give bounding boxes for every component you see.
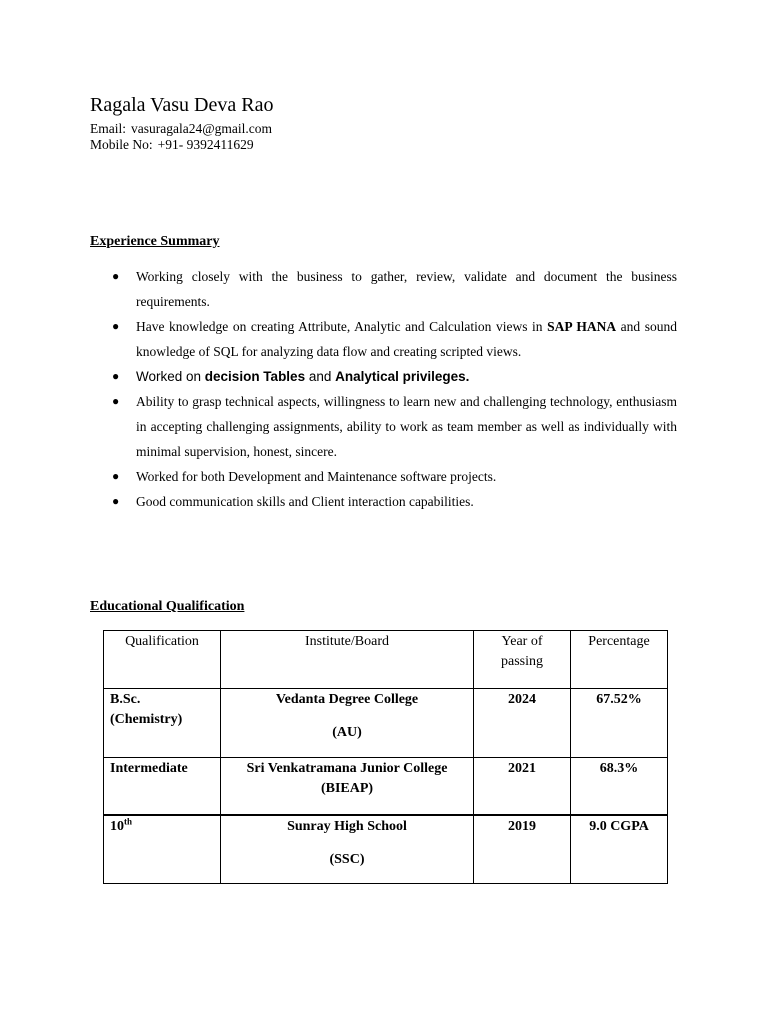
- experience-list: [112, 264, 677, 514]
- email-value[interactable]: vasuragala24@gmail.com: [131, 121, 273, 136]
- cell-institute: Sri Venkatramana Junior College (BIEAP): [221, 758, 474, 816]
- table-row: [104, 689, 668, 758]
- cell-percentage: 68.3%: [571, 758, 668, 816]
- cell-qualification: B.Sc. (Chemistry): [104, 689, 221, 758]
- list-item: ● Ability to grasp technical aspects, willingness to learn new and challenging technology, enthusiasm in accepting challenging assignments, ability to work as team member as well as individually with minimal supervision, honest, sincere.: [112, 389, 677, 464]
- header-percentage: Percentage: [571, 631, 668, 689]
- list-item: ● Working closely with the business to gather, review, validate and document the business requirements.: [112, 264, 677, 314]
- header-year: Year of passing: [474, 631, 571, 689]
- list-item: ● Good communication skills and Client interaction capabilities.: [112, 489, 677, 514]
- list-item: ● Have knowledge on creating Attribute, Analytic and Calculation views in SAP HANA and sound knowledge of SQL for analyzing data flow and creating scripted views.: [112, 314, 677, 364]
- cell-qualification: 10th: [104, 815, 221, 884]
- cell-percentage: 67.52%: [571, 689, 668, 758]
- cell-year: 2019: [474, 815, 571, 884]
- bullet-icon: ●: [112, 469, 120, 483]
- bullet-icon: ●: [112, 269, 120, 283]
- mobile-line: [90, 137, 272, 153]
- email-line: [90, 121, 272, 137]
- email-label: Email:: [90, 121, 126, 136]
- cell-year: 2021: [474, 758, 571, 816]
- education-heading: Educational Qualification: [90, 599, 245, 614]
- list-item: ● Worked for both Development and Maintenance software projects.: [112, 464, 677, 489]
- bullet-icon: ●: [112, 394, 120, 408]
- cell-year: 2024: [474, 689, 571, 758]
- cell-institute: Vedanta Degree College (AU): [221, 689, 474, 758]
- cell-qualification: Intermediate: [104, 758, 221, 816]
- bullet-icon: ●: [112, 494, 120, 508]
- table-row: [104, 758, 668, 816]
- mobile-label: Mobile No:: [90, 137, 153, 152]
- candidate-name: Ragala Vasu Deva Rao: [90, 94, 274, 116]
- education-table: [103, 630, 668, 884]
- cell-institute: Sunray High School (SSC): [221, 815, 474, 884]
- table-row: [104, 815, 668, 884]
- bullet-icon: ●: [112, 319, 120, 333]
- bullet-icon: ●: [112, 369, 120, 383]
- cell-percentage: 9.0 CGPA: [571, 815, 668, 884]
- mobile-value: +91- 9392411629: [157, 137, 254, 152]
- list-item: ● Worked on decision Tables and Analytical privileges.: [112, 364, 677, 389]
- table-header-row: [104, 631, 668, 689]
- header-qualification: Qualification: [104, 631, 221, 689]
- contact-block: [90, 121, 272, 153]
- experience-heading: Experience Summary: [90, 234, 220, 249]
- header-institute: Institute/Board: [221, 631, 474, 689]
